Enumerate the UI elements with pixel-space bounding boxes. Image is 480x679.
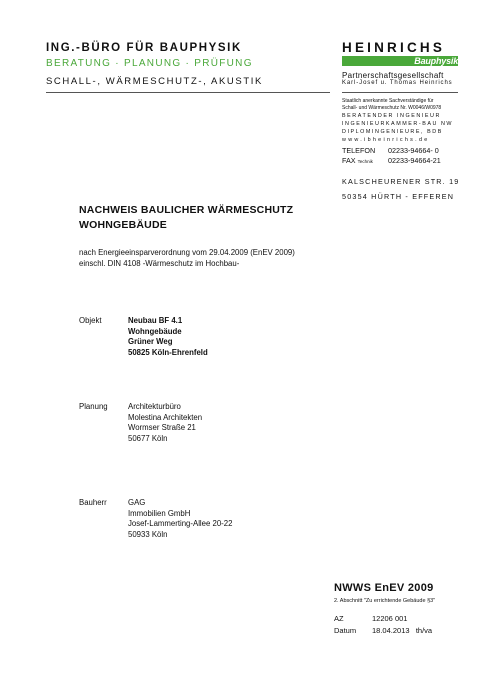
client-details bbox=[128, 498, 232, 540]
date-value: 18.04.2013 bbox=[372, 626, 410, 635]
accreditation-line-1: Staatlich anerkannte Sachverständige für bbox=[342, 98, 434, 104]
regulation-basis-line-2: einschl. DIN 4108 -Wärmeschutz im Hochbau- bbox=[79, 258, 240, 268]
planning-line: Architekturbüro bbox=[128, 402, 181, 411]
nwws-title: NWWS EnEV 2009 bbox=[334, 582, 434, 594]
phone-row bbox=[342, 146, 439, 155]
brand-logo-text: HEINRICHS bbox=[342, 40, 446, 55]
client-line: Immobilien GmbH bbox=[128, 508, 191, 518]
advisory-line-3: DIPLOMINGENIEURE, BDB bbox=[342, 129, 443, 135]
object-details bbox=[128, 316, 208, 358]
fax-label-group bbox=[342, 156, 388, 165]
fax-label: FAX bbox=[342, 156, 356, 165]
object-line: Grüner Weg bbox=[128, 337, 173, 346]
author-initials: th/va bbox=[415, 626, 433, 635]
accreditation-line-2: Schall- und Wärmeschutz Nr. W0046/W0978 bbox=[342, 105, 442, 111]
letterhead-divider-right bbox=[342, 92, 458, 93]
object-line: 50825 Köln-Ehrenfeld bbox=[128, 347, 208, 357]
firm-fields: SCHALL-, WÄRMESCHUTZ-, AKUSTIK bbox=[46, 76, 263, 87]
document-title bbox=[79, 203, 293, 233]
fax-row bbox=[342, 156, 441, 165]
client-line: 50933 Köln bbox=[128, 529, 168, 539]
client-line: GAG bbox=[128, 498, 146, 507]
client-line: Josef-Lammerting-Allee 20-22 bbox=[128, 519, 233, 528]
nwws-section: 2. Abschnitt "Zu errichtende Gebäude §3" bbox=[334, 598, 436, 604]
date-row bbox=[334, 626, 432, 635]
brand-subtitle: Bauphysik bbox=[414, 56, 458, 66]
address-street: KALSCHEURENER STR. 19 bbox=[342, 177, 460, 186]
website-link[interactable]: www.ibheinrichs.de bbox=[342, 137, 430, 143]
document-title-line-2: WOHNGEBÄUDE bbox=[79, 219, 167, 231]
object-line: Neubau BF 4.1 bbox=[128, 316, 183, 325]
phone-number[interactable]: 02233-94664- 0 bbox=[388, 146, 439, 155]
fax-sub-label: Technik bbox=[357, 159, 373, 164]
regulation-basis bbox=[79, 248, 295, 269]
fax-number: 02233-94664-21 bbox=[388, 156, 441, 165]
client-label: Bauherr bbox=[79, 498, 107, 507]
partner-names: Karl-Josef u. Thomas Heinrichs bbox=[342, 80, 453, 86]
advisory-line-1: BERATENDER INGENIEUR bbox=[342, 113, 441, 119]
object-line: Wohngebäude bbox=[128, 326, 182, 336]
planning-line: Wormser Straße 21 bbox=[128, 423, 196, 432]
firm-name: ING.-BÜRO FÜR BAUPHYSIK bbox=[46, 42, 242, 54]
az-row bbox=[334, 614, 407, 623]
object-label: Objekt bbox=[79, 316, 102, 325]
az-value: 12206 001 bbox=[372, 614, 408, 623]
planning-label: Planung bbox=[79, 402, 108, 411]
address-city: 50354 HÜRTH - EFFEREN bbox=[342, 192, 455, 201]
advisory-line-2: INGENIEURKAMMER-BAU NW bbox=[342, 121, 454, 127]
letterhead-divider-left bbox=[46, 92, 330, 93]
date-label: Datum bbox=[334, 626, 357, 635]
az-label: AZ bbox=[334, 614, 344, 623]
planning-line: Molestina Architekten bbox=[128, 412, 203, 422]
firm-services: BERATUNG · PLANUNG · PRÜFUNG bbox=[46, 58, 253, 69]
phone-label: TELEFON bbox=[342, 146, 376, 155]
partnership-label: Partnerschaftsgesellschaft bbox=[342, 71, 444, 80]
planning-details bbox=[128, 402, 202, 444]
document-title-line-1: NACHWEIS BAULICHER WÄRMESCHUTZ bbox=[79, 204, 294, 216]
regulation-basis-line-1: nach Energieeinsparverordnung vom 29.04.2009 (EnEV 2009) bbox=[79, 248, 295, 257]
planning-line: 50677 Köln bbox=[128, 433, 168, 443]
